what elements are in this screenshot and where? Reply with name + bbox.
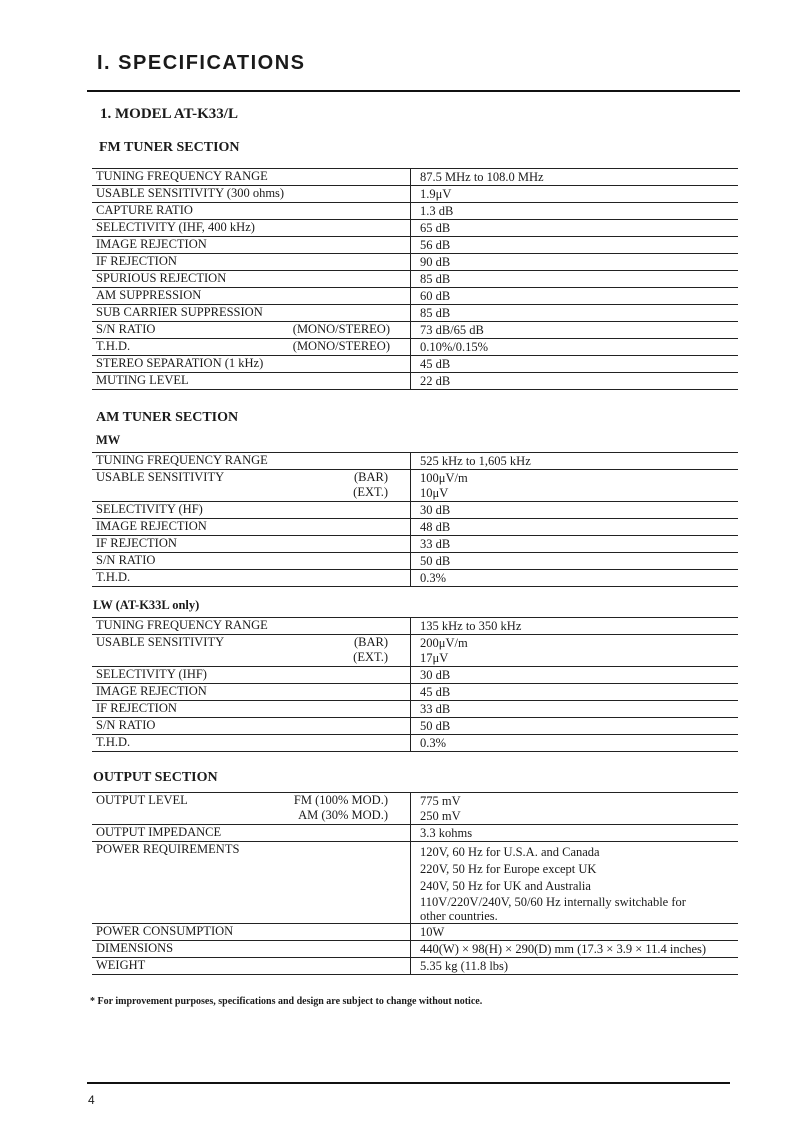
table-row [92, 570, 738, 587]
spec-label-text: SELECTIVITY (IHF, 400 kHz) [96, 220, 255, 234]
spec-value: 440(W) × 98(H) × 290(D) mm (17.3 × 3.9 × 11.4 inches) [411, 941, 739, 958]
spec-label [92, 735, 411, 752]
value-line: 240V, 50 Hz for UK and Australia [420, 879, 591, 893]
mode-line: AM (30% MOD.) [298, 808, 388, 822]
spec-label-text: T.H.D. [96, 570, 131, 584]
spec-label [92, 470, 411, 502]
value-line: 120V, 60 Hz for U.S.A. and Canada [420, 845, 600, 859]
spec-value: 1.9μV [411, 186, 739, 203]
spec-label-text: IF REJECTION [96, 536, 177, 550]
spec-label: OUTPUT IMPEDANCE [96, 825, 222, 839]
spec-label-text: SUB CARRIER SUPPRESSION [96, 305, 263, 319]
spec-value: 50 dB [411, 718, 739, 735]
spec-mode [353, 470, 388, 500]
spec-label-text: USABLE SENSITIVITY (300 ohms) [96, 186, 285, 200]
lw-spec-table [92, 617, 738, 752]
spec-value: 10W [411, 924, 739, 941]
table-row [92, 169, 738, 186]
table-row [92, 941, 738, 958]
lw-subtitle: LW (AT-K33L only) [93, 598, 200, 612]
table-row [92, 288, 738, 305]
spec-label-text: USABLE SENSITIVITY [96, 635, 225, 649]
spec-value: 60 dB [411, 288, 739, 305]
spec-value: 3.3 kohms [411, 825, 739, 842]
spec-value: 30 dB [411, 667, 739, 684]
spec-label [92, 373, 411, 390]
spec-label-text: TUNING FREQUENCY RANGE [96, 169, 268, 183]
spec-label-text: AM SUPPRESSION [96, 288, 202, 302]
spec-value [411, 635, 739, 667]
table-row [92, 825, 738, 842]
spec-value: 0.3% [411, 735, 739, 752]
spec-label-text: OUTPUT LEVEL [96, 793, 188, 807]
table-row [92, 735, 738, 752]
spec-label [92, 718, 411, 735]
table-row [92, 553, 738, 570]
spec-label-text: IF REJECTION [96, 701, 177, 715]
mode-line: (EXT.) [353, 485, 388, 499]
spec-label-text: MUTING LEVEL [96, 373, 189, 387]
spec-value [411, 842, 739, 924]
spec-label: POWER CONSUMPTION [96, 924, 234, 938]
spec-value: 85 dB [411, 271, 739, 288]
spec-label [92, 667, 411, 684]
table-row [92, 618, 738, 635]
spec-label [92, 519, 411, 536]
spec-value: 0.10%/0.15% [411, 339, 739, 356]
spec-value: 33 dB [411, 536, 739, 553]
spec-value: 50 dB [411, 553, 739, 570]
spec-label [92, 305, 411, 322]
spec-label: TUNING FREQUENCY RANGE [96, 618, 268, 632]
spec-label-text: SELECTIVITY (HF) [96, 502, 203, 516]
heading-rule [87, 90, 740, 92]
spec-value: 48 dB [411, 519, 739, 536]
table-row [92, 502, 738, 519]
spec-label: DIMENSIONS [96, 941, 174, 955]
table-row [92, 924, 738, 941]
spec-value: 56 dB [411, 237, 739, 254]
spec-value: 30 dB [411, 502, 739, 519]
mw-spec-table [92, 452, 738, 587]
spec-value: 73 dB/65 dB [411, 322, 739, 339]
table-row [92, 220, 738, 237]
footnote: * For improvement purposes, specifications and design are subject to change without notice. [90, 996, 483, 1007]
table-row [92, 718, 738, 735]
fm-spec-table [92, 168, 738, 390]
value-line: 10μV [420, 486, 449, 500]
spec-label [92, 635, 411, 667]
spec-label-text: S/N RATIO [96, 718, 156, 732]
spec-label [92, 339, 411, 356]
spec-mode [294, 793, 388, 823]
value-line: 110V/220V/240V, 50/60 Hz internally switchable for other countries. [420, 895, 686, 923]
mode-line: FM (100% MOD.) [293, 793, 388, 807]
value-line: 250 mV [420, 809, 461, 823]
spec-label [92, 570, 411, 587]
output-section-title: OUTPUT SECTION [93, 770, 218, 785]
table-row [92, 701, 738, 718]
table-row [92, 958, 738, 975]
table-row [92, 237, 738, 254]
table-row [92, 635, 738, 667]
value-line: 775 mV [420, 794, 461, 808]
spec-value: 1.3 dB [411, 203, 739, 220]
fm-section-title: FM TUNER SECTION [99, 140, 240, 155]
output-spec-table [92, 792, 738, 975]
spec-label-text: CAPTURE RATIO [96, 203, 193, 217]
spec-label-text: T.H.D. [96, 339, 131, 353]
table-row [92, 536, 738, 553]
spec-label [92, 237, 411, 254]
value-line: 220V, 50 Hz for Europe except UK [420, 862, 597, 876]
table-row [92, 305, 738, 322]
spec-value: 65 dB [411, 220, 739, 237]
spec-label [92, 169, 411, 186]
spec-label-text: SPURIOUS REJECTION [96, 271, 227, 285]
spec-value: 135 kHz to 350 kHz [411, 618, 739, 635]
spec-label [92, 322, 411, 339]
spec-value: 525 kHz to 1,605 kHz [411, 453, 739, 470]
table-row [92, 667, 738, 684]
spec-label [92, 220, 411, 237]
spec-value: 5.35 kg (11.8 lbs) [411, 958, 739, 975]
spec-label-text: S/N RATIO [96, 322, 156, 336]
table-row [92, 254, 738, 271]
spec-label [92, 288, 411, 305]
footer-rule [87, 1082, 730, 1084]
mode-line: (BAR) [353, 470, 388, 484]
table-row [92, 203, 738, 220]
spec-value: 45 dB [411, 356, 739, 373]
spec-mode [353, 635, 388, 665]
table-row [92, 793, 738, 825]
spec-value: 0.3% [411, 570, 739, 587]
spec-label: POWER REQUIREMENTS [96, 842, 240, 856]
spec-value: 33 dB [411, 701, 739, 718]
spec-label [92, 271, 411, 288]
value-line: 17μV [420, 651, 449, 665]
value-line: 100μV/m [420, 471, 468, 485]
table-row [92, 470, 738, 502]
spec-label-text: USABLE SENSITIVITY [96, 470, 225, 484]
spec-label-text: SELECTIVITY (IHF) [96, 667, 207, 681]
spec-label [92, 186, 411, 203]
table-row [92, 373, 738, 390]
spec-label [92, 553, 411, 570]
page-number: 4 [88, 1093, 95, 1107]
table-row [92, 684, 738, 701]
spec-label [92, 356, 411, 373]
spec-label: WEIGHT [96, 958, 146, 972]
spec-label-text: STEREO SEPARATION (1 kHz) [96, 356, 264, 370]
spec-label-text: T.H.D. [96, 735, 131, 749]
spec-label [92, 203, 411, 220]
page-heading: I. SPECIFICATIONS [97, 52, 306, 74]
spec-label: TUNING FREQUENCY RANGE [96, 453, 268, 467]
am-section-title: AM TUNER SECTION [96, 410, 239, 425]
spec-label [92, 254, 411, 271]
spec-label-text: IF REJECTION [96, 254, 177, 268]
spec-value: 90 dB [411, 254, 739, 271]
mode-line: (EXT.) [353, 650, 388, 664]
spec-mode: (MONO/STEREO) [292, 322, 390, 336]
mw-subtitle: MW [96, 433, 121, 447]
spec-label [92, 684, 411, 701]
table-row [92, 453, 738, 470]
spec-value: 22 dB [411, 373, 739, 390]
spec-value: 85 dB [411, 305, 739, 322]
spec-label [92, 536, 411, 553]
spec-label-text: IMAGE REJECTION [96, 237, 207, 251]
spec-value: 45 dB [411, 684, 739, 701]
spec-value [411, 470, 739, 502]
spec-label [92, 793, 411, 825]
value-line: 200μV/m [420, 636, 468, 650]
table-row [92, 339, 738, 356]
table-row [92, 322, 738, 339]
spec-label [92, 502, 411, 519]
table-row [92, 186, 738, 203]
spec-value: 87.5 MHz to 108.0 MHz [411, 169, 739, 186]
table-row [92, 271, 738, 288]
spec-label [92, 701, 411, 718]
table-row [92, 356, 738, 373]
table-row [92, 842, 738, 924]
spec-label-text: S/N RATIO [96, 553, 156, 567]
spec-label-text: IMAGE REJECTION [96, 519, 207, 533]
table-row [92, 519, 738, 536]
spec-mode: (MONO/STEREO) [292, 339, 390, 353]
spec-label-text: IMAGE REJECTION [96, 684, 207, 698]
mode-line: (BAR) [353, 635, 388, 649]
spec-value [411, 793, 739, 825]
model-title: 1. MODEL AT-K33/L [100, 106, 238, 122]
